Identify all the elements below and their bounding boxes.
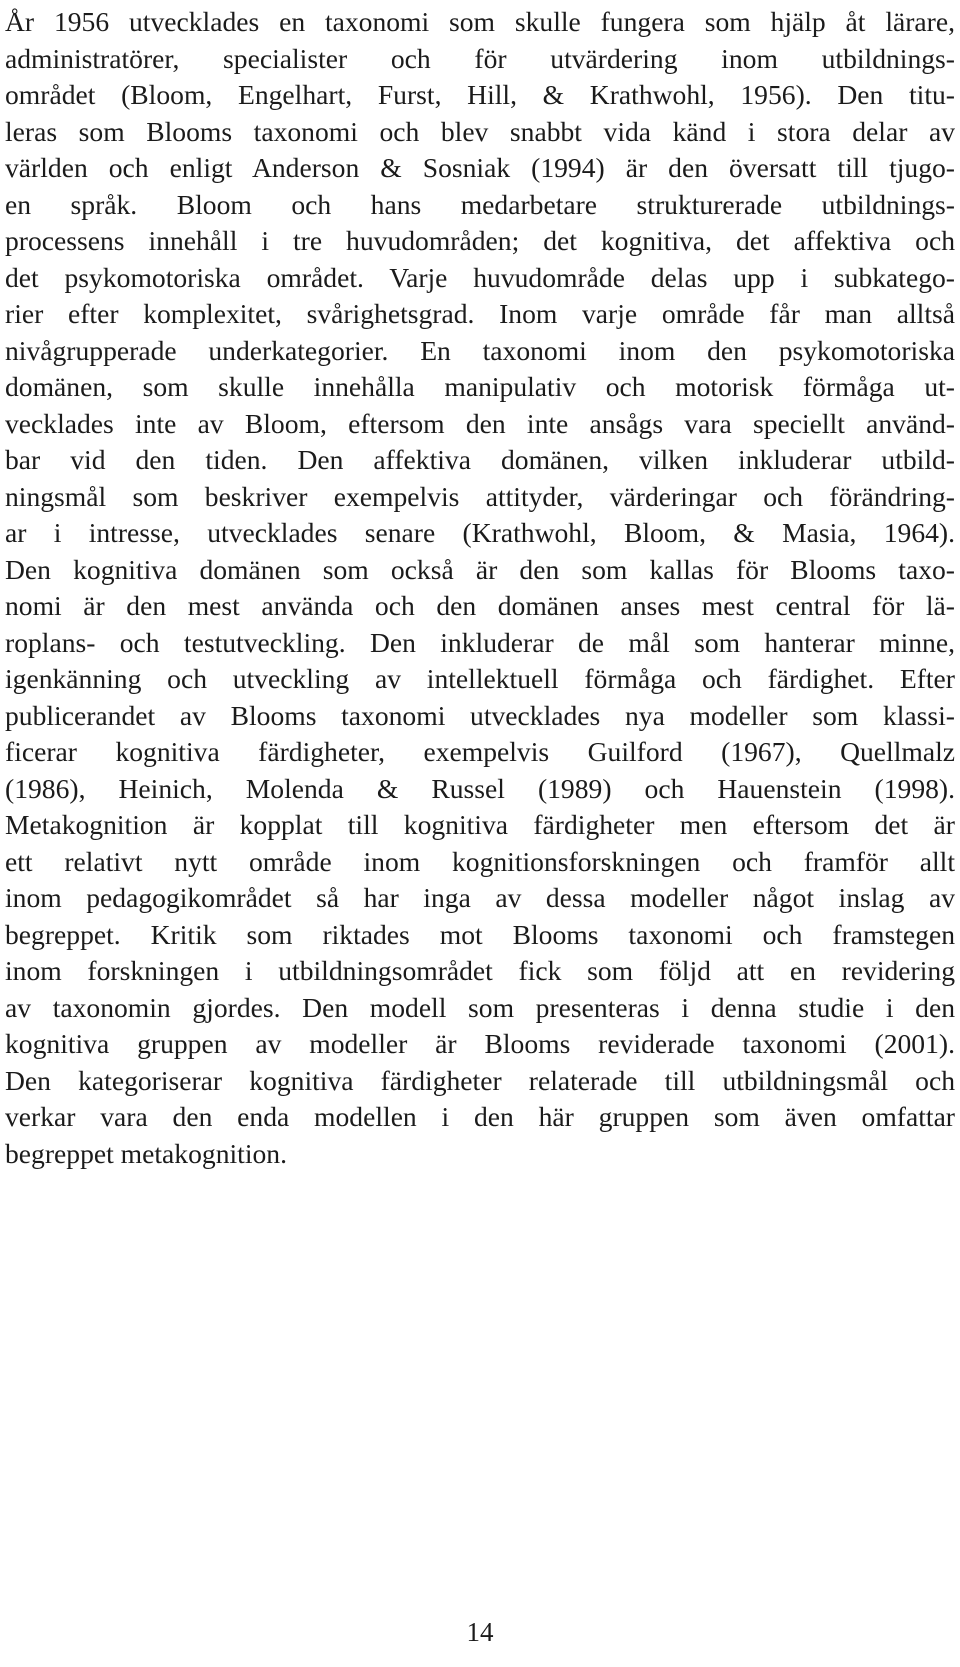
text-line: (1986), Heinich, Molenda & Russel (1989) och Hauenstein (1998). [5, 772, 955, 804]
text-line: administratörer, specialister och för utvärdering inom utbildnings- [5, 42, 955, 74]
text-line: nomi är den mest använda och den domänen anses mest central för lä- [5, 590, 955, 621]
text-line: världen och enligt Anderson & Sosniak (1994) är den översatt till tjugo- [5, 152, 955, 183]
page-number: 14 [466, 1617, 494, 1647]
text-line: inom forskningen i utbildningsområdet fick som följd att en revidering [5, 955, 955, 986]
text-line: ett relativt nytt område inom kognitionsforskningen och framför allt [5, 845, 955, 877]
text-line: området (Bloom, Engelhart, Furst, Hill, & Krathwohl, 1956). Den titu- [5, 79, 955, 110]
text-line: roplans- och testutveckling. Den inkluderar de mål som hanterar minne, [5, 626, 955, 658]
text-line: nivågrupperade underkategorier. En taxonomi inom den psykomotoriska [5, 334, 955, 366]
text-line: verkar vara den enda modellen i den här gruppen som även omfattar [5, 1101, 955, 1132]
text-line: processens innehåll i tre huvudområden; det kognitiva, det affektiva och [5, 225, 955, 256]
text-line: Den kognitiva domänen som också är den som kallas för Blooms taxo- [5, 553, 955, 585]
body-paragraph [5, 4, 955, 1172]
text-line: ficerar kognitiva färdigheter, exempelvis Guilford (1967), Quellmalz [5, 736, 955, 767]
text-line: publicerandet av Blooms taxonomi utvecklades nya modeller som klassi- [5, 699, 955, 731]
text-line: bar vid den tiden. Den affektiva domänen, vilken inkluderar utbild- [5, 444, 955, 475]
text-line: vecklades inte av Bloom, eftersom den inte ansågs vara speciellt använd- [5, 407, 955, 439]
text-line: av taxonomin gjordes. Den modell som presenteras i denna studie i den [5, 991, 955, 1023]
text-line: en språk. Bloom och hans medarbetare strukturerade utbildnings- [5, 188, 955, 220]
text-line: ar i intresse, utvecklades senare (Krathwohl, Bloom, & Masia, 1964). [5, 517, 955, 548]
text-line: inom pedagogikområdet så har inga av dessa modeller något inslag av [5, 882, 955, 913]
text-line: ningsmål som beskriver exempelvis attityder, värderingar och förändring- [5, 480, 955, 512]
text-line: domänen, som skulle innehålla manipulativ och motorisk förmåga ut- [5, 371, 955, 402]
text-line: kognitiva gruppen av modeller är Blooms reviderade taxonomi (2001). [5, 1028, 955, 1059]
text-line: Metakognition är kopplat till kognitiva färdigheter men eftersom det är [5, 809, 955, 840]
text-line: begreppet. Kritik som riktades mot Blooms taxonomi och framstegen [5, 918, 955, 950]
text-line: År 1956 utvecklades en taxonomi som skulle fungera som hjälp åt lärare, [5, 6, 955, 37]
text-line: rier efter komplexitet, svårighetsgrad. Inom varje område får man alltså [5, 298, 955, 329]
text-line: Den kategoriserar kognitiva färdigheter relaterade till utbildningsmål och [5, 1064, 955, 1096]
text-line: igenkänning och utveckling av intellektuell förmåga och färdighet. Efter [5, 663, 955, 694]
text-line: leras som Blooms taxonomi och blev snabbt vida känd i stora delar av [5, 115, 955, 147]
text-line: det psykomotoriska området. Varje huvudområde delas upp i subkatego- [5, 261, 955, 293]
text-line: begreppet metakognition. [5, 1137, 287, 1169]
